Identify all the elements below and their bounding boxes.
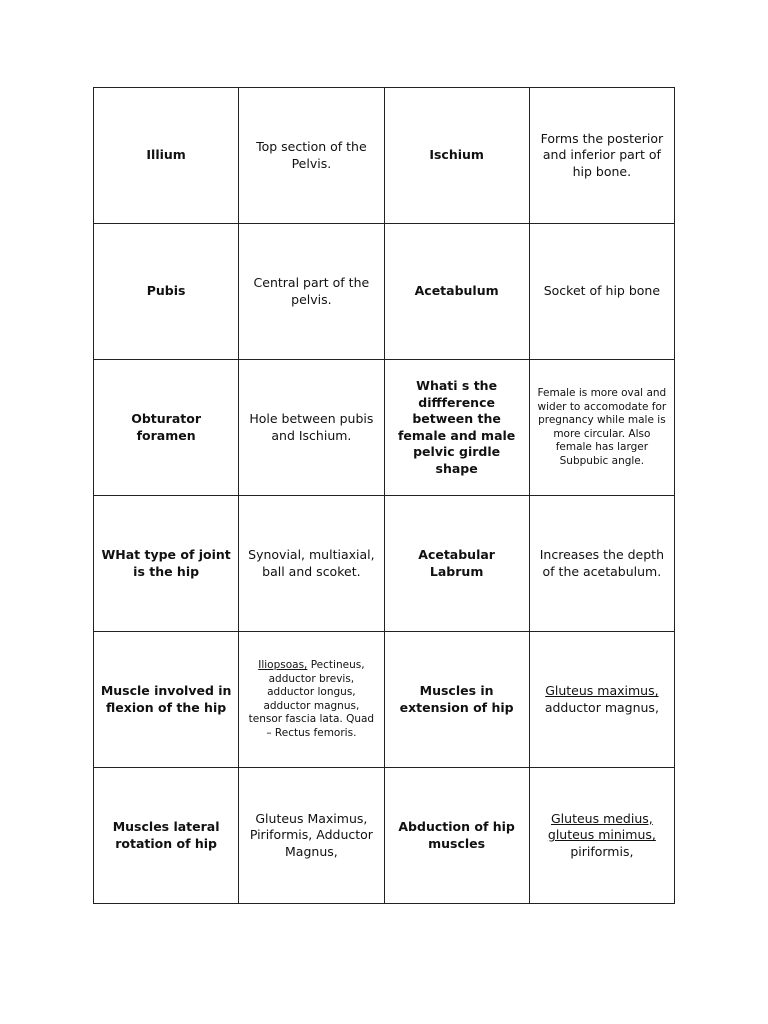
term-cell: Muscle involved in flexion of the hip <box>94 632 239 768</box>
definition-cell: Socket of hip bone <box>529 224 674 360</box>
definition-cell: Gluteus Maximus, Piriformis, Adductor Magnus, <box>239 768 384 904</box>
term-cell: Acetabular Labrum <box>384 496 529 632</box>
table-row <box>94 224 675 360</box>
definition-cell: Synovial, multiaxial, ball and scoket. <box>239 496 384 632</box>
term-cell: Acetabulum <box>384 224 529 360</box>
definition-text: adductor magnus, <box>544 699 659 715</box>
definition-cell: Forms the posterior and inferior part of hip bone. <box>529 88 674 224</box>
table-row <box>94 768 675 904</box>
underlined-text: gluteus minimus, <box>547 827 656 843</box>
definition-text: Pectineus, adductor brevis, adductor longus, adductor magnus, tensor fascia lata. Quad – Rectus femoris. <box>248 659 375 739</box>
definition-cell: Hole between pubis and Ischium. <box>239 360 384 496</box>
term-cell: Abduction of hip muscles <box>384 768 529 904</box>
table-row <box>94 496 675 632</box>
table-row <box>94 360 675 496</box>
term-cell: Muscles lateral rotation of hip <box>94 768 239 904</box>
definition-cell: Female is more oval and wider to accomodate for pregnancy while male is more circular. Also female has larger Subpubic angle. <box>529 360 674 496</box>
definition-text: piriformis, <box>570 843 634 859</box>
underlined-text: Gluteus medius, <box>550 810 653 826</box>
term-cell: Ischium <box>384 88 529 224</box>
term-cell: Illium <box>94 88 239 224</box>
flashcard-table <box>93 87 675 904</box>
term-cell: Whati s the diffference between the female and male pelvic girdle shape <box>384 360 529 496</box>
definition-cell <box>239 632 384 768</box>
definition-cell: Increases the depth of the acetabulum. <box>529 496 674 632</box>
term-cell: WHat type of joint is the hip <box>94 496 239 632</box>
underlined-text: Iliopsoas, <box>258 659 308 671</box>
definition-cell: Central part of the pelvis. <box>239 224 384 360</box>
definition-cell <box>529 768 674 904</box>
underlined-text: Gluteus maximus, <box>545 683 659 698</box>
definition-cell: Top section of the Pelvis. <box>239 88 384 224</box>
term-cell: Pubis <box>94 224 239 360</box>
table-row <box>94 88 675 224</box>
term-cell: Muscles in extension of hip <box>384 632 529 768</box>
table-row <box>94 632 675 768</box>
term-cell: Obturator foramen <box>94 360 239 496</box>
definition-cell <box>529 632 674 768</box>
